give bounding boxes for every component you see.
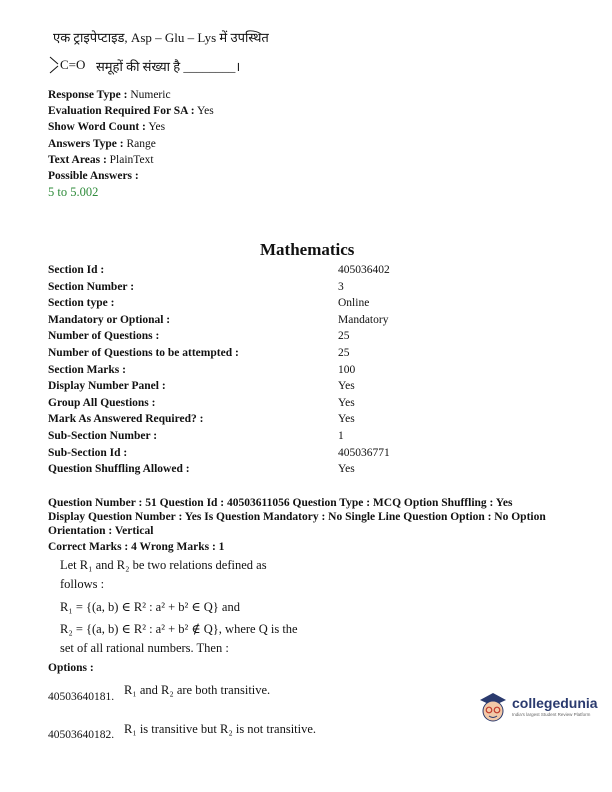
question-body-line-3: R₁ = {(a, b) ∈ R² : a² + b² ∈ Q} and (60, 600, 240, 614)
response-meta-row (48, 137, 156, 151)
section-field-value: 25 (338, 347, 350, 359)
section-field-value: 405036402 (338, 264, 390, 276)
section-field-label: Number of Questions to be attempted : (48, 347, 239, 359)
carbonyl-formula: C=O (60, 57, 86, 72)
section-field-label: Sub-Section Number : (48, 430, 158, 442)
meta-value: PlainText (109, 154, 154, 166)
meta-label: Response Type : (48, 89, 128, 101)
section-field-value: 100 (338, 363, 356, 376)
response-meta-row (48, 169, 139, 183)
meta-label: Answers Type : (48, 138, 124, 150)
meta-value: Numeric (130, 89, 171, 101)
question-marks: Correct Marks : 4 Wrong Marks : 1 (48, 541, 225, 553)
brand-tagline: India's largest Student Review Platform (512, 712, 591, 717)
brand-mascot-icon (476, 690, 510, 724)
question-text-rest: समूहों की संख्या है ________। (96, 59, 241, 74)
meta-label: Evaluation Required For SA : (48, 105, 195, 117)
response-meta-row (48, 120, 165, 134)
section-field-value: 25 (338, 330, 350, 343)
section-field-label: Mark As Answered Required? : (48, 413, 204, 426)
question-body-line-5: set of all rational numbers. Then : (60, 641, 229, 655)
meta-value: Range (126, 138, 156, 150)
option-text[interactable]: R₁ and R₂ are both transitive. (124, 683, 271, 697)
section-field-label: Section type : (48, 297, 115, 310)
section-field-value: 3 (338, 280, 344, 293)
response-meta-row (48, 88, 171, 102)
question-body-line-1: Let R₁ and R₂ be two relations defined as (60, 558, 267, 572)
option-id: 40503640181. (48, 691, 115, 703)
section-field-value: Yes (338, 413, 355, 426)
response-meta-row (48, 104, 214, 118)
meta-value: Yes (197, 105, 214, 117)
possible-answer: 5 to 5.002 (48, 185, 99, 199)
section-field-value: Mandatory (338, 313, 389, 326)
section-field-value: Yes (338, 380, 355, 393)
question-meta-line-2: Display Question Number : Yes Is Question Mandatory : No Single Line Question Option : No Option (48, 511, 546, 523)
meta-label: Text Areas : (48, 154, 107, 166)
options-label: Options : (48, 662, 94, 674)
meta-label: Possible Answers : (48, 170, 139, 182)
option-id: 40503640182. (48, 729, 115, 741)
question-meta-line-1: Question Number : 51 Question Id : 40503611056 Question Type : MCQ Option Shuffling : Yes (48, 497, 513, 509)
section-field-value: Yes (338, 463, 355, 476)
section-field-value: 1 (338, 430, 344, 442)
option-text[interactable]: R₁ is transitive but R₂ is not transitive. (124, 722, 317, 736)
section-field-label: Display Number Panel : (48, 380, 166, 393)
section-heading: Mathematics (260, 240, 355, 259)
brand-name: collegedunia (512, 695, 598, 711)
section-field-label: Section Marks : (48, 363, 126, 376)
section-field-label: Question Shuffling Allowed : (48, 463, 190, 476)
response-meta-row (48, 153, 154, 167)
section-field-label: Sub-Section Id : (48, 446, 128, 459)
section-field-label: Section Number : (48, 280, 135, 293)
section-field-label: Number of Questions : (48, 330, 160, 343)
meta-label: Show Word Count : (48, 121, 146, 133)
section-field-label: Section Id : (48, 264, 105, 276)
section-field-value: Yes (338, 396, 355, 409)
meta-value: Yes (148, 121, 166, 133)
section-field-label: Group All Questions : (48, 396, 156, 409)
question-text-line-1: एक ट्राइपेप्टाइड, Asp – Glu – Lys में उपस्थित (53, 30, 269, 45)
question-meta-line-3: Orientation : Vertical (48, 525, 154, 537)
question-body-line-2: follows : (60, 577, 105, 591)
brand-watermark (476, 690, 598, 726)
section-field-label: Mandatory or Optional : (48, 313, 171, 326)
section-field-value: Online (338, 297, 370, 310)
section-field-value: 405036771 (338, 446, 390, 459)
question-body-line-4: R₂ = {(a, b) ∈ R² : a² + b² ∉ Q}, where Q is the (60, 622, 298, 636)
